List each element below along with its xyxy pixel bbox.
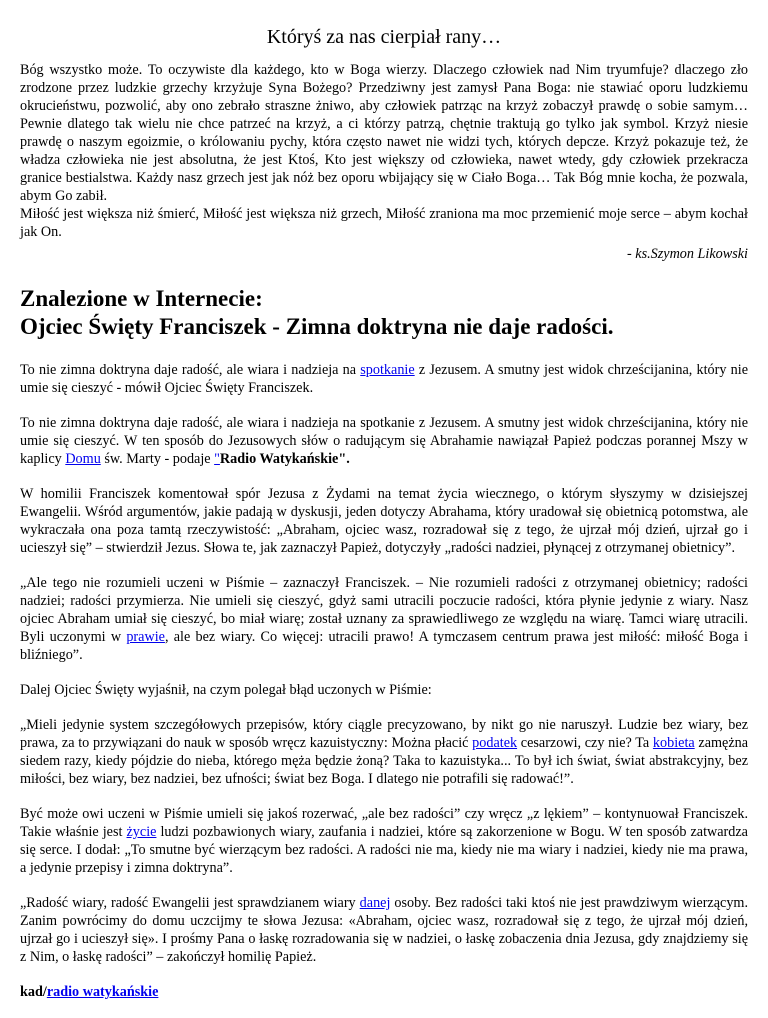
text: Być może owi uczeni w Piśmie umieli się jakoś rozerwać, „ale bez radości” czy wręcz „z lękiem” – kontynuował Franciszek. Takie właśnie jest [20,806,748,840]
text: „Ale tego nie rozumieli uczeni w Piśmie – zaznaczył Franciszek. – Nie rozumieli radości z otrzymanej obietnicy; radości nadziei; radości przymierza. Nie umieli się cieszyć, gdyż sami utracili poczucie radości, która płynie jedynie z wiary. Nasz ojciec Abraham umiał się cieszyć, bo miał wiarę; został uznany za sprawiedliwego ze względu na wiarę. Tamci wiarę utracili. Byli uczonymi w [20,575,748,645]
article-paragraph-4 [20,574,748,664]
poem-title: Któryś za nas cierpiał rany… [266,26,502,48]
text: ". [338,451,350,467]
footer-prefix: kad/ [20,984,47,1000]
heading-line-2: Ojciec Święty Franciszek - Zimna doktryna nie daje radości. [20,314,614,339]
link-radio-watykanskie[interactable] [47,984,159,1000]
article-paragraph-8 [20,894,748,966]
article-paragraph-5: Dalej Ojciec Święty wyjaśnił, na czym polegał błąd uczonych w Piśmie: [20,682,432,698]
text: osoby. Bez radości taki ktoś nie jest prawdziwym wierzącym. Zanim powrócimy do domu uczcijmy te słowa Jezusa: «Abraham, ojciec wasz, rozradował się z tego, że ujrzał mój dzień, ujrzał go i ucieszył się». I prośmy Pana o łaskę rozradowania się w nadziei, o łaskę zobaczenia dnia Jezusa, gdy znajdziemy się z Nim, o łaskę radości” – zakończył homilię Papież. [20,895,748,965]
link-podatek[interactable]: podatek [472,735,518,751]
heading-line-1: Znalezione w Internecie: [20,286,263,311]
footer-link-text: radio watykańskie [46,984,159,1000]
text: zamężna siedem razy, kiedy pójdzie do nieba, którego męża będzie żoną? Taka to kazuistyka... To był ich świat, świat abstrakcyjny, bez miłości, bez wiary, bez nadziei, bez ufności; świat bez Boga. I dlatego nie potrafili się radować!”. [20,735,749,787]
text: To nie zimna doktryna daje radość, ale wiara i nadzieja na [20,362,361,378]
document-page [20,0,748,1018]
article-heading [20,285,748,341]
link-zycie[interactable]: życie [126,824,157,840]
text: „Mieli jedynie system szczegółowych przepisów, który ciągle precyzowano, by nikt go nie naruszył. Ludzie bez wiary, bez prawa, za to przywiązani do nauk w sposób wręcz kazuistyczny: Można płacić [20,717,748,751]
article-paragraph-1 [20,361,748,397]
poem-paragraph-2: Miłość jest większa niż śmierć, Miłość jest większa niż grzech, Miłość zraniona ma moc przemienić moje serce – abym kochał jak On. [20,206,748,240]
article-paragraph-6 [20,716,748,788]
text: , ale bez wiary. Co więcej: utracili prawo! A tymczasem centrum prawa jest miłość: miłość Boga i bliźniego”. [20,629,748,663]
signature: - ks.Szymon Likowski [627,246,748,262]
article-paragraph-2 [20,414,748,468]
link-prawie[interactable]: prawie [126,629,165,645]
text: z Jezusem. A smutny jest widok chrześcijanina, który nie umie się cieszyć - mówił Ojciec Święty Franciszek. [20,362,748,396]
radio-watykanskie-bold: Radio Watykańskie [219,451,339,467]
poem-paragraph-1: Bóg wszystko może. To oczywiste dla każdego, kto w Boga wierzy. Dlaczego człowiek nad Nim tryumfuje? dlaczego zło zrodzone przez ludzkie grzechy krzyżuje Syna Bożego? Przedziwny jest zamysł Pana Boga: nie stawiać oporu ludzkiemu okrucieństwu, pozwolić, aby ono zebrało straszne żniwo, aby człowiek patrząc na krzyż zobaczył prawdę o sobie samym… Pewnie dlatego tak wielu nie chce patrzeć na krzyż, a ci którzy patrzą, chętnie traktują go tylko jak symbol. Krzyż niesie prawdę o naszym egoizmie, o królowaniu pychy, która często nawet nie widzi tych, których depcze. Krzyż pokazuje też, że władza człowieka nie jest absolutna, że jest Ktoś, Kto jest większy od człowieka, nawet wtedy, gdy człowiek przekracza granice bestialstwa. Każdy nasz grzech jest jak nóż bez oporu wbijający się w Ciało Boga… Tak Bóg mnie kocha, że pozwala, abym Go zabił. [20,62,748,204]
link-domu[interactable]: Domu [65,451,101,467]
text: cesarzowi, czy nie? Ta [517,735,653,751]
link-spotkanie[interactable]: spotkanie [360,362,415,378]
text: „Radość wiary, radość Ewangelii jest sprawdzianem wiary [20,895,360,911]
text: ludzi pozbawionych wiary, zaufania i nadziei, które są zakorzenione w Bogu. W ten sposób zatwardza się serce. I dodał: „To smutne być wierzącym bez radości. A radości nie ma, kiedy nie ma wiary i nadziei, kiedy nie ma prawa, a jedynie przepisy i zimna doktryna”. [20,824,748,876]
link-kobieta[interactable]: kobieta [652,735,695,751]
link-radio-quote[interactable]: " [214,451,220,467]
article-footer [20,983,748,1001]
article-paragraph-7 [20,805,748,877]
article-paragraph-3: W homilii Franciszek komentował spór Jezusa z Żydami na temat życia wiecznego, o którym słyszymy w dzisiejszej Ewangelii. Wśród argumentów, jakie padają w dyskusji, jeden dotyczy Abrahama, który uradował się obietnicą potomstwa, ale wykraczała ona poza tamtą rzeczywistość: „Abraham, ojciec wasz, rozradował się z tego, że ujrzał mój dzień, ujrzał go i ucieszył się” – stwierdził Jezus. Słowa te, jak zaznaczył Papież, dotyczyły „radości nadziei, płynącej z otrzymanej obietnicy”. [20,486,748,556]
text: To nie zimna doktryna daje radość, ale wiara i nadzieja na spotkanie z Jezusem. A smutny jest widok chrześcijanina, który nie umie się cieszyć. W ten sposób do Jezusowych słów o radującym się Abrahamie nawiązał Papież podczas porannej Mszy w kaplicy [20,415,748,467]
text: św. Marty - podaje [100,451,215,467]
link-danej[interactable]: danej [359,895,391,911]
